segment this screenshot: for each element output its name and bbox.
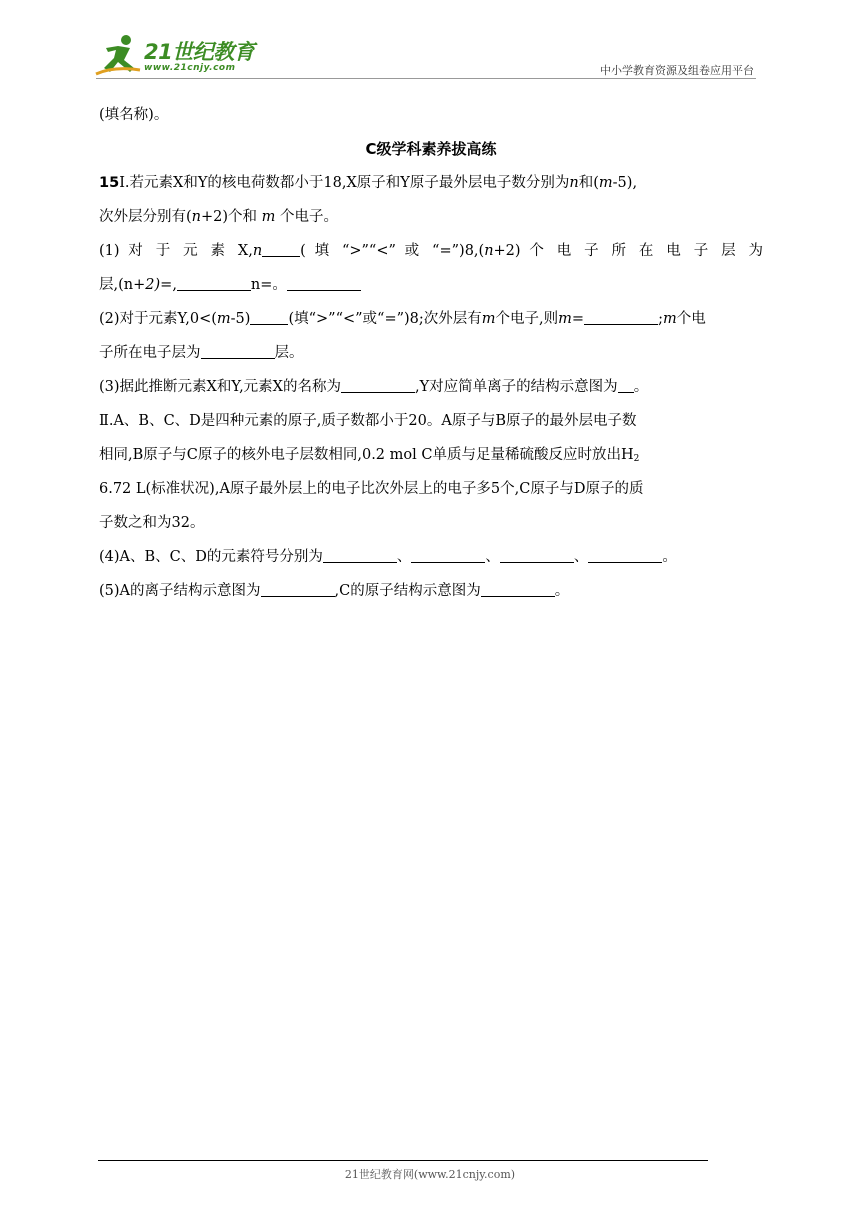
subquestion-1-line-1: (1) 对 于 元 素 X,n ( 填 “>”“<” 或 “=”)8,(n+2) 个 电 子 所 在 电 子 层 为 [99,243,763,259]
answer-blank[interactable] [287,276,361,291]
logo [94,32,264,80]
answer-blank[interactable] [250,310,288,325]
part2-line-1: Ⅱ.A、B、C、D是四种元素的原子,质子数都小于20。A原子与B原子的最外层电子数 [99,413,637,429]
answer-blank[interactable] [341,378,415,393]
answer-blank[interactable] [411,548,485,563]
logo-url: www.21cnjy.com [144,63,236,73]
answer-blank[interactable] [177,276,251,291]
previous-question-tail: (填名称)。 [99,107,169,123]
footer-divider [98,1160,708,1161]
subquestion-1-line-2: 层,(n+2)=, n=。 [99,268,763,302]
answer-blank[interactable] [323,548,397,563]
answer-blank[interactable] [588,548,662,563]
part2-line-4: 子数之和为32。 [99,515,205,531]
subquestion-5: (5)A的离子结构示意图为 ,C的原子结构示意图为 。 [99,583,570,599]
question-number: 15 [99,175,120,191]
header-divider [96,78,756,79]
subquestion-2-line-2: 子所在电子层为 层。 [99,345,304,361]
answer-blank[interactable] [584,310,658,325]
runner-icon [94,32,144,78]
platform-label: 中小学教育资源及组卷应用平台 [600,64,754,77]
subquestion-3: (3)据此推断元素X和Y,元素X的名称为 ,Y对应简单离子的结构示意图为 。 [99,379,649,395]
answer-blank[interactable] [261,582,335,597]
page-footer: 21世纪教育网(www.21cnjy.com) [344,1168,516,1181]
subquestion-2-line-1: (2)对于元素Y,0<(m-5) (填“>”“<”或“=”)8;次外层有m个电子,则m= ;m个电 [99,311,706,327]
answer-blank[interactable] [262,242,300,257]
answer-blank[interactable] [500,548,574,563]
document-body [99,98,763,608]
page-header [0,0,860,90]
answer-blank[interactable] [481,582,555,597]
section-title: C级学科素养拔高练 [365,140,497,158]
question-intro-line-1: 15Ⅰ.若元素X和Y的核电荷数都小于18,X原子和Y原子最外层电子数分别为n和(m-5), [99,175,638,191]
answer-blank[interactable] [201,344,275,359]
question-intro-line-2: 次外层分别有(n+2)个和 m 个电子。 [99,209,339,225]
part2-line-3: 6.72 L(标准状况),A原子最外层上的电子比次外层上的电子多5个,C原子与D原子的质 [99,481,644,497]
subquestion-4: (4)A、B、C、D的元素符号分别为 、 、 、 。 [99,549,677,565]
logo-text: 21世纪教育 [144,40,255,64]
part2-line-2: 相同,B原子与C原子的核外电子层数相同,0.2 mol C单质与足量稀硫酸反应时放出$H_2$ [99,447,640,464]
answer-blank[interactable] [618,378,634,393]
